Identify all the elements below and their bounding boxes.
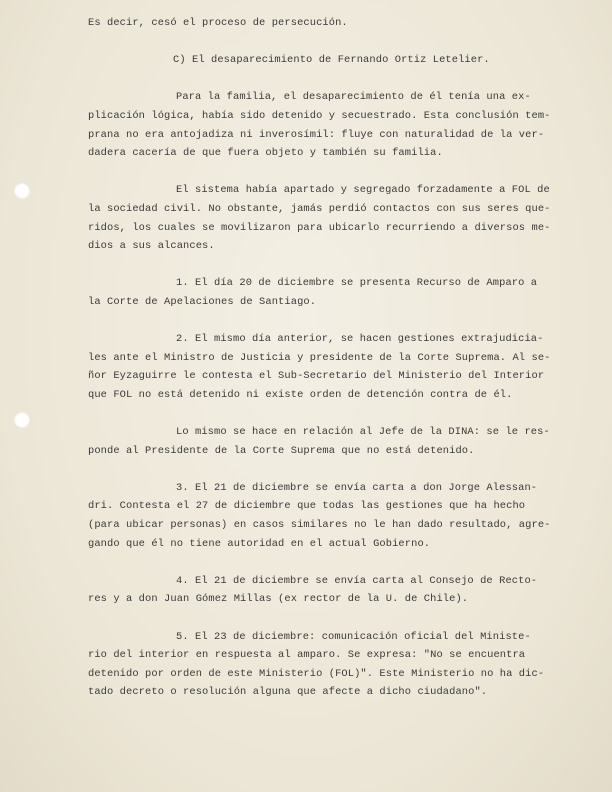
text-line: 5. El 23 de diciembre: comunicación oficial del Ministe- <box>176 630 531 643</box>
section-heading: C) El desaparecimiento de Fernando Ortiz Letelier. <box>173 54 490 67</box>
blank-line <box>88 553 548 572</box>
blank-line <box>88 256 548 275</box>
text-line: Es decir, cesó el proceso de persecución. <box>88 17 348 29</box>
text-line: rio del interior en respuesta al amparo. Se expresa: "No se encuentra <box>88 649 526 662</box>
blank-line <box>88 70 548 89</box>
text-line: 2. El mismo día anterior, se hacen gestiones extrajudicia- <box>176 333 544 346</box>
text-line: 1. El día 20 de diciembre se presenta Recurso de Amparo a <box>176 277 538 290</box>
text-line: detenido por orden de este Ministerio (FOL)". Este Ministerio no ha dic- <box>88 667 545 680</box>
text-line: dadera cacería de que fuera objeto y también su familia. <box>88 147 443 160</box>
typewritten-text-body <box>88 14 551 702</box>
text-line: la Corte de Apelaciones de Santiago. <box>88 295 317 308</box>
blank-line <box>88 33 548 52</box>
text-line: les ante el Ministro de Justicia y presidente de la Corte Suprema. Al se- <box>88 351 551 364</box>
binder-hole-top <box>14 183 30 199</box>
text-line: Para la familia, el desaparecimiento de él tenía una ex- <box>176 91 531 104</box>
text-line: la sociedad civil. No obstante, jamás perdió contactos con sus seres que- <box>88 202 551 215</box>
text-line: tado decreto o resolución alguna que afecte a dicho ciudadano". <box>88 686 488 699</box>
text-line: ponde al Presidente de la Corte Suprema que no está detenido. <box>88 444 475 457</box>
text-line: prana no era antojadiza ni inverosímil: fluye con naturalidad de la ver- <box>88 128 545 141</box>
blank-line <box>88 163 548 182</box>
text-line: que FOL no está detenido ni existe orden de detención contra de él. <box>88 388 513 401</box>
blank-line <box>88 460 548 479</box>
text-line: gando que él no tiene autoridad en el actual Gobierno. <box>88 537 431 550</box>
text-line: res y a don Juan Gómez Millas (ex rector de la U. de Chile). <box>88 593 469 606</box>
binder-hole-middle <box>14 412 30 428</box>
text-line: Lo mismo se hace en relación al Jefe de la DINA: se le res- <box>176 426 550 439</box>
text-line: dios a sus alcances. <box>88 240 215 253</box>
text-line: ñor Eyzaguirre le contesta el Sub-Secretario del Ministerio del Interior <box>88 370 545 383</box>
text-line: plicación lógica, había sido detenido y secuestrado. Esta conclusión tem- <box>88 109 551 122</box>
text-line: 3. El 21 de diciembre se envía carta a don Jorge Alessan- <box>176 481 538 494</box>
blank-line <box>88 609 548 628</box>
text-line: 4. El 21 de diciembre se envía carta al Consejo de Recto- <box>176 574 538 587</box>
text-line: El sistema había apartado y segregado forzadamente a FOL de <box>176 184 550 197</box>
text-line: dri. Contesta el 27 de diciembre que todas las gestiones que ha hecho <box>88 500 526 513</box>
text-line: (para ubicar personas) en casos similares no le han dado resultado, agre- <box>88 519 551 532</box>
blank-line <box>88 404 548 423</box>
blank-line <box>88 312 548 331</box>
text-line: ridos, los cuales se movilizaron para ubicarlo recurriendo a diversos me- <box>88 221 551 234</box>
